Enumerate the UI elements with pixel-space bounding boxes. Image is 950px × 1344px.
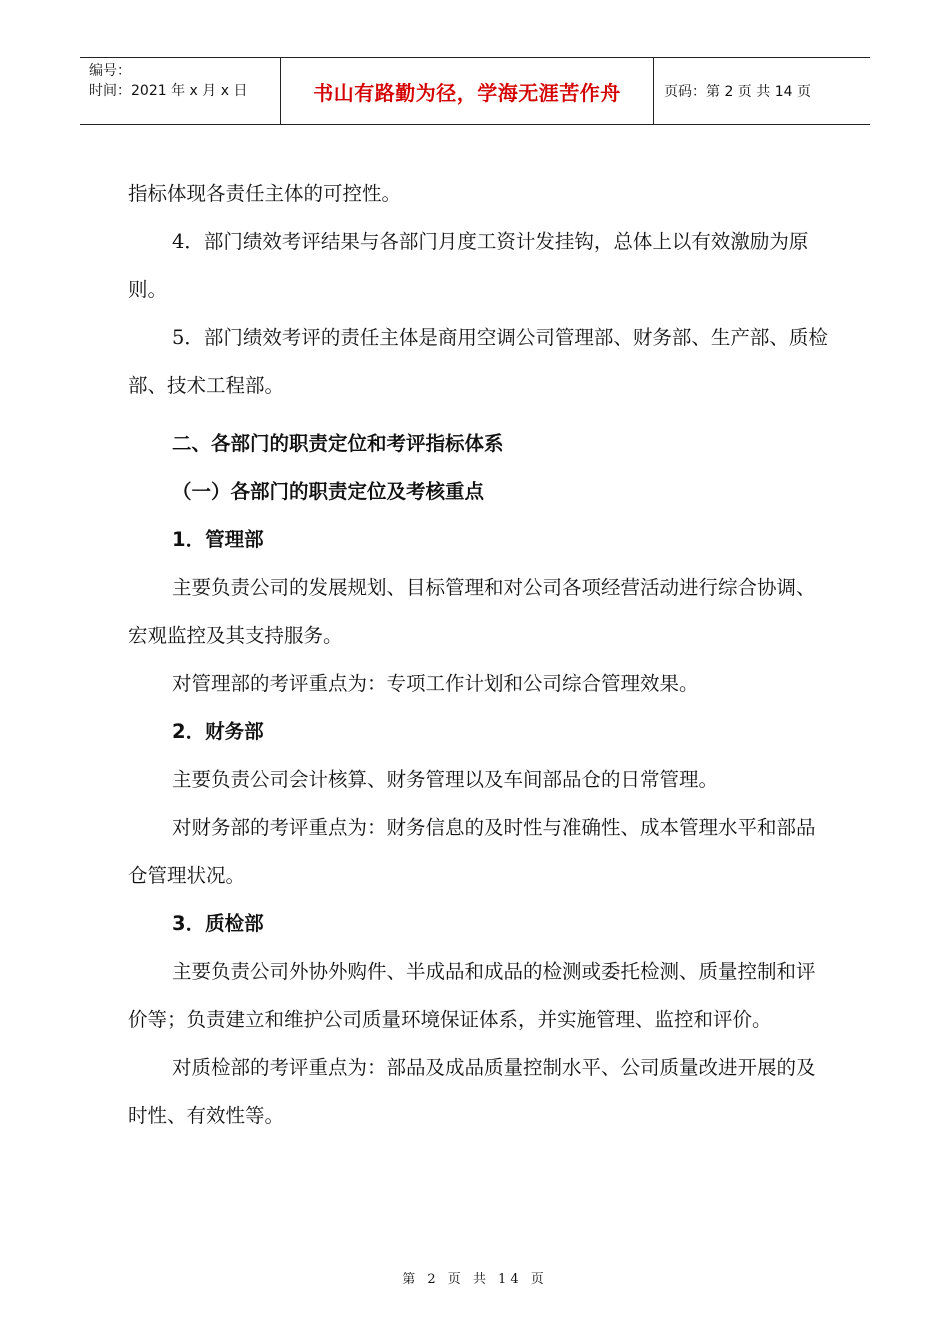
header-meta [80, 58, 281, 124]
paragraph: 对财务部的考评重点为：财务信息的及时性与准确性、成本管理水平和部品仓管理状况。 [128, 816, 816, 887]
document-date-label: 时间：2021 年 x 月 x 日 [89, 83, 248, 99]
item-title-quality: 3．质检部 [172, 912, 264, 935]
document-number-label: 编号： [89, 63, 131, 79]
paragraph: 对质检部的考评重点为：部品及成品质量控制水平、公司质量改进开展的及时性、有效性等。 [128, 1056, 816, 1127]
subsection-heading: （一）各部门的职责定位及考核重点 [172, 480, 485, 503]
paragraph: 指标体现各责任主体的可控性。 [128, 182, 402, 205]
item-title-finance: 2．财务部 [172, 720, 264, 743]
document-body [128, 170, 828, 1140]
paragraph: 4．部门绩效考评结果与各部门月度工资计发挂钩，总体上以有效激励为原则。 [128, 230, 809, 301]
paragraph: 主要负责公司会计核算、财务管理以及车间部品仓的日常管理。 [172, 768, 719, 791]
paragraph: 主要负责公司的发展规划、目标管理和对公司各项经营活动进行综合协调、宏观监控及其支持服务。 [128, 576, 816, 647]
paragraph: 主要负责公司外协外购件、半成品和成品的检测或委托检测、质量控制和评价等；负责建立和维护公司质量环境保证体系，并实施管理、监控和评价。 [128, 960, 816, 1031]
header-page-label: 页码：第 2 页 共 14 页 [664, 84, 811, 100]
paragraph: 5．部门绩效考评的责任主体是商用空调公司管理部、财务部、生产部、质检部、技术工程部。 [128, 326, 828, 397]
paragraph: 对管理部的考评重点为：专项工作计划和公司综合管理效果。 [172, 672, 699, 695]
header-motto: 书山有路勤为径，学海无涯苦作舟 [281, 58, 654, 124]
page-footer: 第 2 页 共 14 页 [402, 1272, 548, 1287]
item-title-management: 1．管理部 [172, 528, 264, 551]
section-heading: 二、各部门的职责定位和考评指标体系 [172, 432, 504, 455]
page-header [80, 57, 870, 125]
